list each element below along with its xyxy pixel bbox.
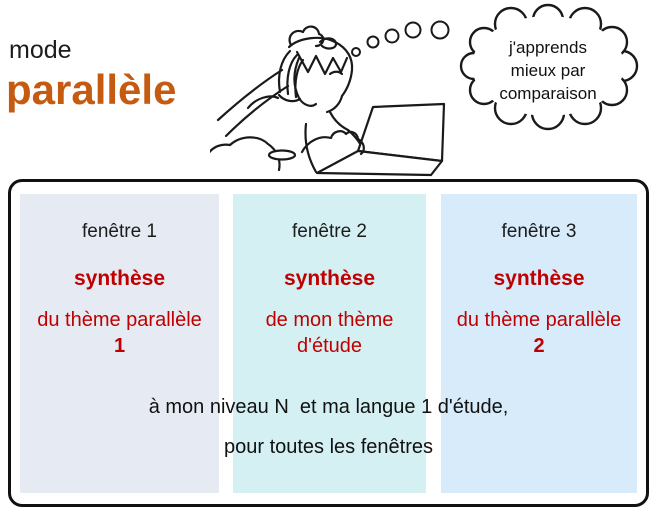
panel-footer-line-2: pour toutes les fenêtres [223, 436, 433, 458]
thought-bubble-line-1: j'apprends [509, 38, 587, 57]
mode-title: parallèle [6, 66, 177, 113]
description-line-1: du thème parallèle [456, 309, 622, 331]
person-thinking-at-laptop-illustration [210, 0, 460, 180]
thought-trail-dots [352, 22, 449, 57]
window-label: fenêtre 1 [82, 221, 157, 242]
description-line-1: de mon thème [265, 309, 394, 331]
panel-footer-line-1: à mon niveau N et ma langue 1 d'étude, [148, 396, 509, 418]
window-label: fenêtre 3 [501, 221, 577, 242]
description-line-1: du thème parallèle [37, 309, 202, 331]
synthese-label: synthèse [283, 267, 376, 290]
window-label: fenêtre 2 [292, 221, 367, 242]
synthese-label: synthèse [73, 267, 166, 290]
description-line-2: 1 [113, 335, 126, 357]
thought-bubble-line-2: mieux par [510, 61, 586, 80]
synthese-label: synthèse [493, 267, 585, 290]
description-line-2: 2 [533, 335, 545, 357]
thought-bubble-line-3: comparaison [499, 84, 597, 103]
thought-bubble [446, 0, 656, 138]
mode-label: mode [9, 36, 72, 64]
windows-panel [8, 179, 649, 507]
description-line-2: d'étude [297, 335, 362, 357]
